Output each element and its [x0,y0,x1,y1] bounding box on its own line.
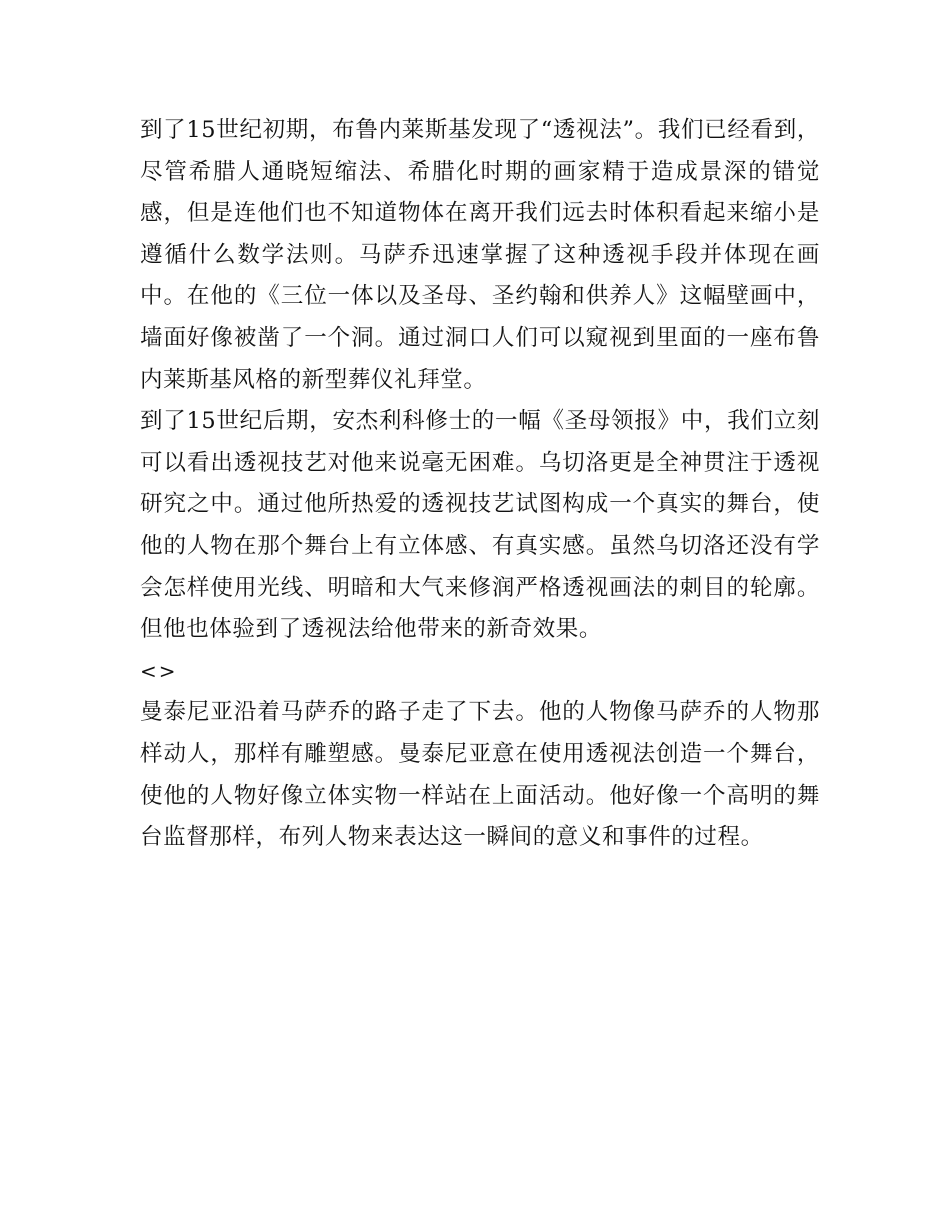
paragraph-mantegna: 曼泰尼亚沿着马萨乔的路子走了下去。他的人物像马萨乔的人物那样动人，那样有雕塑感。曼泰尼亚意在使用透视法创造一个舞台，使他的人物好像立体实物一样站在上面活动。他好像一个高明的舞台监督那样，布列人物来表达这一瞬间的意义和事件的过程。 [140,699,820,851]
paragraph-perspective-discovery: 到了15世纪初期，布鲁内莱斯基发现了“透视法”。我们已经看到，尽管希腊人通晓短缩法、希腊化时期的画家精于造成景深的错觉感，但是连他们也不知道物体在离开我们远去时体积看起来缩小是遵循什么数学法则。马萨乔迅速掌握了这种透视手段并体现在画中。在他的《三位一体以及圣母、圣约翰和供养人》这幅壁画中，墙面好像被凿了一个洞。通过洞口人们可以窥视到里面的一座布鲁内莱斯基风格的新型葬仪礼拜堂。 [140,117,820,393]
body-text [140,110,820,859]
section-marker: <> [140,658,178,683]
paragraph-late-15th-century: 到了15世纪后期，安杰利科修士的一幅《圣母领报》中，我们立刻可以看出透视技艺对他来说毫无困难。乌切洛更是全神贯注于透视研究之中。通过他所热爱的透视技艺试图构成一个真实的舞台，使他的人物在那个舞台上有立体感、有真实感。虽然乌切洛还没有学会怎样使用光线、明暗和大气来修润严格透视画法的刺目的轮廓。但他也体验到了透视法给他带来的新奇效果。 [140,408,820,643]
